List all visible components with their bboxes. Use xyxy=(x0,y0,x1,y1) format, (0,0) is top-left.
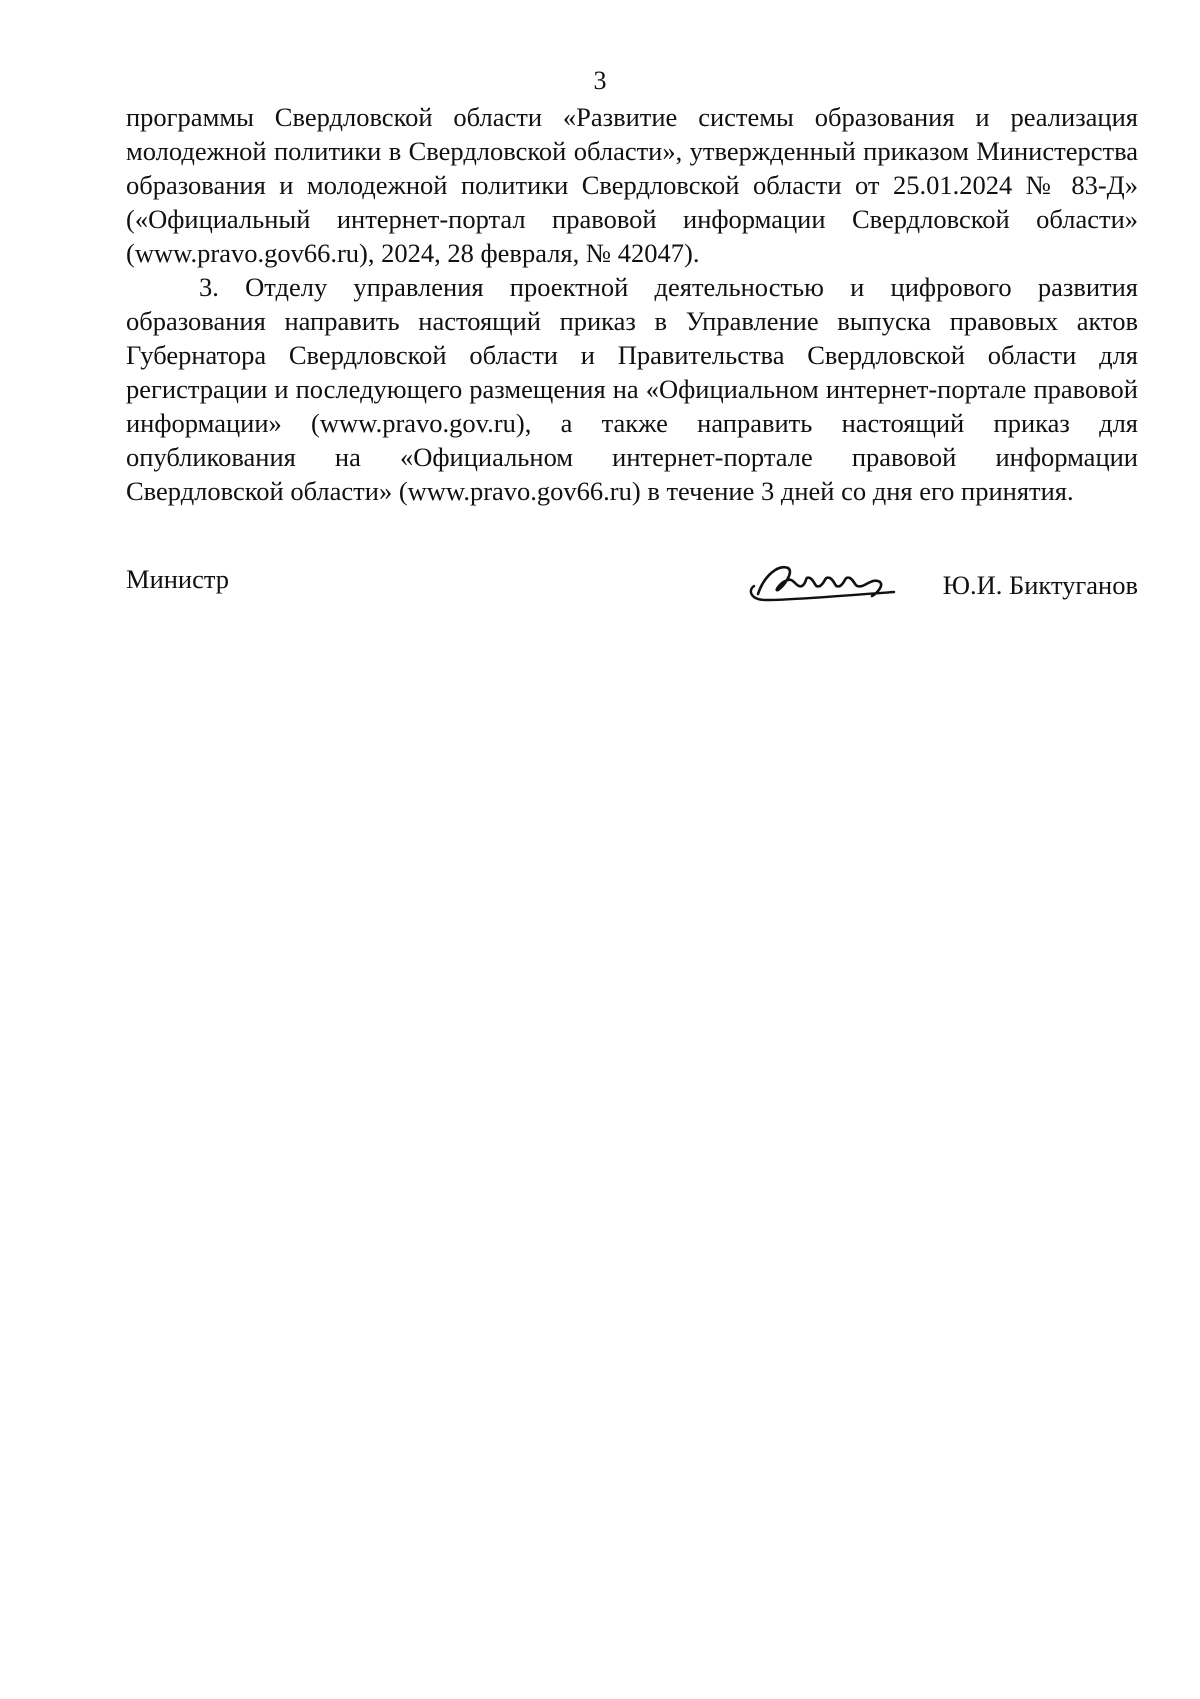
signatory-name: Ю.И. Биктуганов xyxy=(942,570,1138,600)
signature-block xyxy=(126,562,1138,622)
paragraph-item-3: 3. Отделу управления проектной деятельностью и цифрового развития образования направить настоящий приказ в Управление выпуска правовых актов Губернатора Свердловской области и Правительства Свердловской области для регистрации и последующего размещения на «Официальном интернет-портале правовой информации» (www.pravo.gov.ru), а также направить настоящий приказ для опубликования на «Официальном интернет-портале правовой информации Свердловской области» (www.pravo.gov66.ru) в течение 3 дней со дня его принятия. xyxy=(126,272,1138,506)
paragraph-continuation: программы Свердловской области «Развитие системы образования и реализация молодежной политики в Свердловской области», утвержденный приказом Министерства образования и молодежной политики Свердловской области от 25.01.2024 № 83-Д» («Официальный интернет-портал правовой информации Свердловской области» (www.pravo.gov66.ru), 2024, 28 февраля, № 42047). xyxy=(126,102,1138,268)
signatory-position: Министр xyxy=(126,564,230,594)
document-body xyxy=(126,100,1138,508)
handwritten-signature xyxy=(744,556,904,604)
page-number: 3 xyxy=(593,66,607,95)
